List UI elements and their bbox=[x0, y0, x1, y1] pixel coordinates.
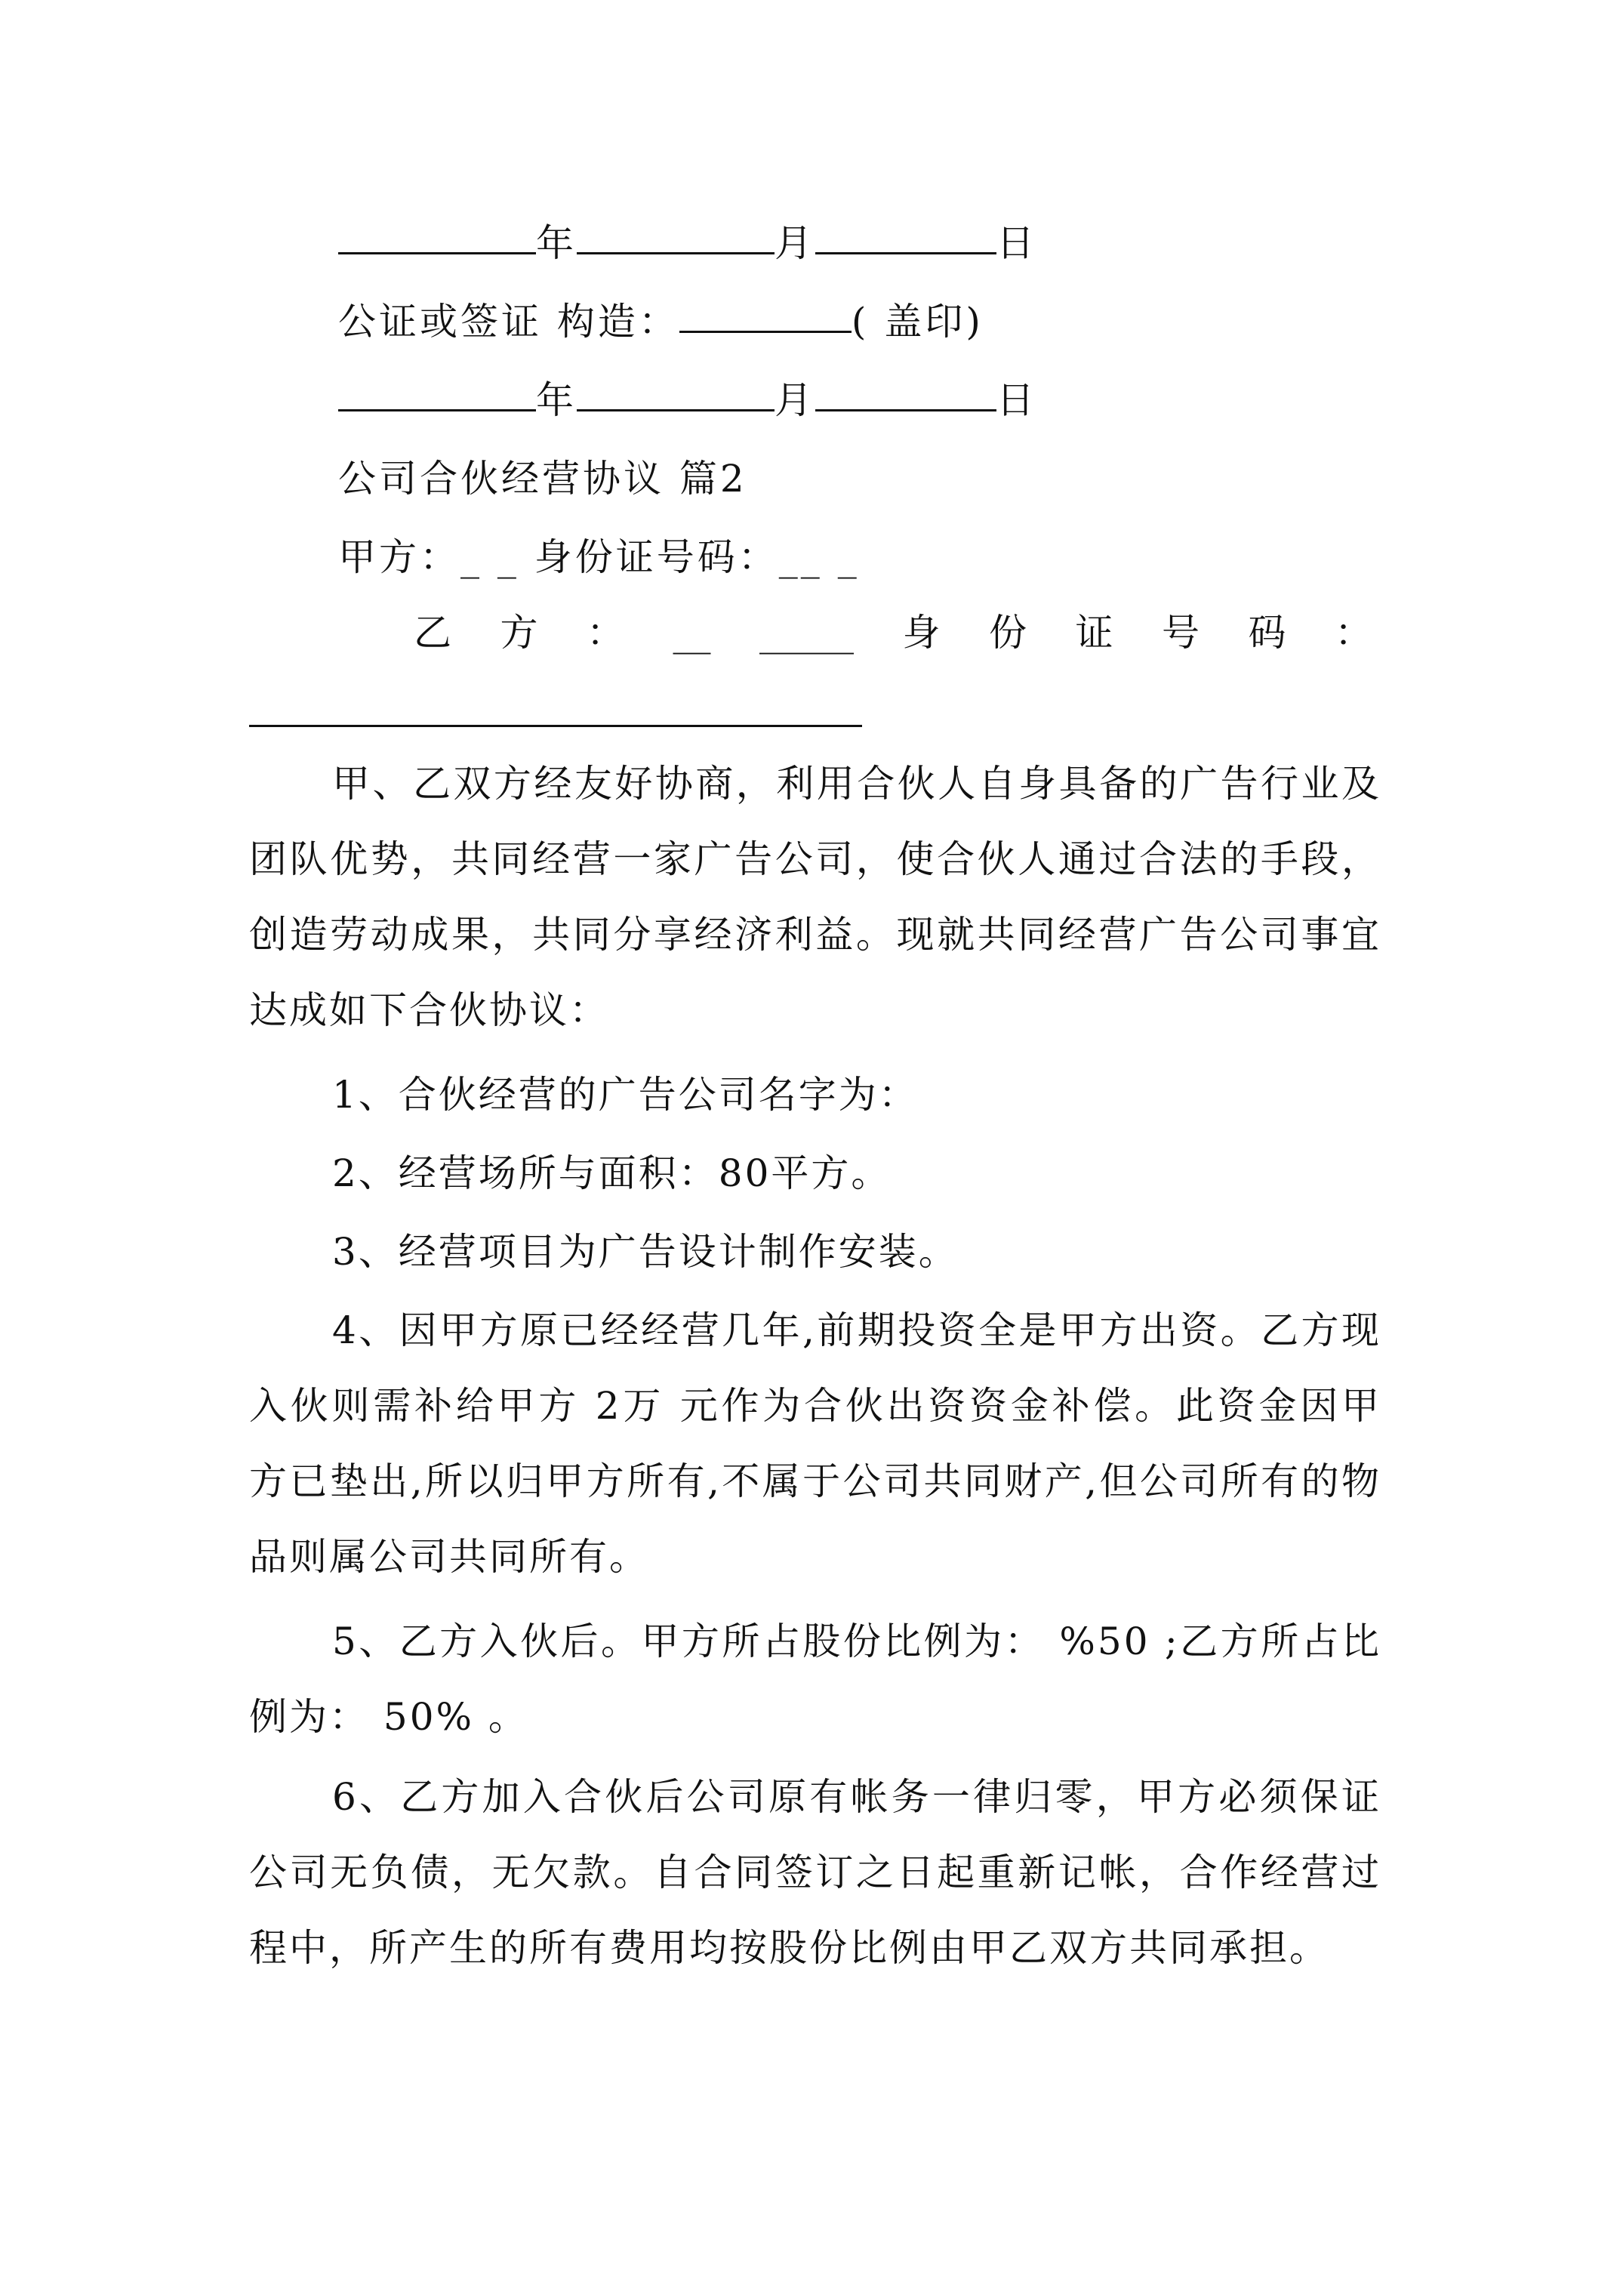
party-b-char: 乙 bbox=[414, 611, 451, 655]
paragraph-clause-2: 2、经营场所与面积：80平方。 bbox=[332, 1151, 892, 1195]
paragraph-clause-5: 5、乙方入伙后。甲方所占股份比例为： %50 ;乙方所占比例为： 50% 。 bbox=[249, 1620, 1381, 1739]
party-b-name-blank: _____ bbox=[759, 611, 854, 655]
party-b-name-blank: __ bbox=[673, 611, 711, 655]
month-blank bbox=[577, 205, 775, 254]
party-b-id-blank bbox=[249, 725, 862, 727]
day-label: 日 bbox=[996, 221, 1037, 265]
notary-label: 公证或签证 构造： bbox=[338, 300, 679, 344]
party-a-label: 甲方： bbox=[338, 535, 460, 579]
day-label: 日 bbox=[996, 378, 1037, 422]
date-line-2 bbox=[338, 362, 1037, 438]
paragraph-clause-1: 1、合伙经营的广告公司名字为： bbox=[332, 1073, 919, 1117]
month-blank bbox=[577, 362, 775, 411]
paragraph-clause-3: 3、经营项目为广告设计制作安装。 bbox=[332, 1230, 959, 1274]
month-label: 月 bbox=[775, 221, 815, 265]
day-blank bbox=[815, 205, 996, 254]
year-blank bbox=[338, 362, 536, 411]
party-b-line bbox=[414, 595, 1372, 670]
party-b-id-char: 证 bbox=[1075, 611, 1113, 655]
month-label: 月 bbox=[775, 378, 815, 422]
year-label: 年 bbox=[536, 378, 577, 422]
party-a-id-blank: __ _ bbox=[778, 535, 860, 579]
notary-line bbox=[338, 284, 984, 359]
date-line-1 bbox=[338, 205, 1037, 281]
party-b-id-char: 号 bbox=[1162, 611, 1200, 655]
notary-paren-open: ( bbox=[851, 300, 870, 344]
day-blank bbox=[815, 362, 996, 411]
party-b-char: 方 bbox=[500, 611, 538, 655]
paragraph-intro: 甲、乙双方经友好协商，利用合伙人自身具备的广告行业及团队优势，共同经营一家广告公司，使合伙人通过合法的手段，创造劳动成果，共同分享经济利益。现就共同经营广告公司事宜达成如下合伙协议： bbox=[249, 762, 1381, 1032]
party-b-id-colon: ： bbox=[1335, 611, 1372, 655]
paragraph-clause-4: 4、因甲方原已经经营几年,前期投资全是甲方出资。乙方现入伙则需补给甲方 2万 元作为合伙出资资金补偿。此资金因甲方已垫出,所以归甲方所有,不属于公司共同财产,但公司所有的物品则属公司共同所有。 bbox=[249, 1308, 1381, 1579]
party-b-id-char: 码 bbox=[1248, 611, 1286, 655]
document-title: 公司合伙经营协议 篇2 bbox=[338, 457, 747, 501]
party-b-id-char: 身 bbox=[902, 611, 941, 655]
year-blank bbox=[338, 205, 536, 254]
party-b-colon: ： bbox=[587, 611, 624, 655]
party-b-id-char: 份 bbox=[989, 611, 1027, 655]
party-a-id-label: _ _ 身份证号码： bbox=[460, 535, 779, 579]
party-a-line bbox=[338, 519, 860, 595]
notary-seal: 盖印) bbox=[869, 300, 984, 344]
notary-blank bbox=[679, 284, 852, 333]
paragraph-clause-6: 6、乙方加入合伙后公司原有帐务一律归零，甲方必须保证公司无负债，无欠款。自合同签订之日起重新记帐，合作经营过程中，所产生的所有费用均按股份比例由甲乙双方共同承担。 bbox=[249, 1775, 1381, 1970]
year-label: 年 bbox=[536, 221, 577, 265]
